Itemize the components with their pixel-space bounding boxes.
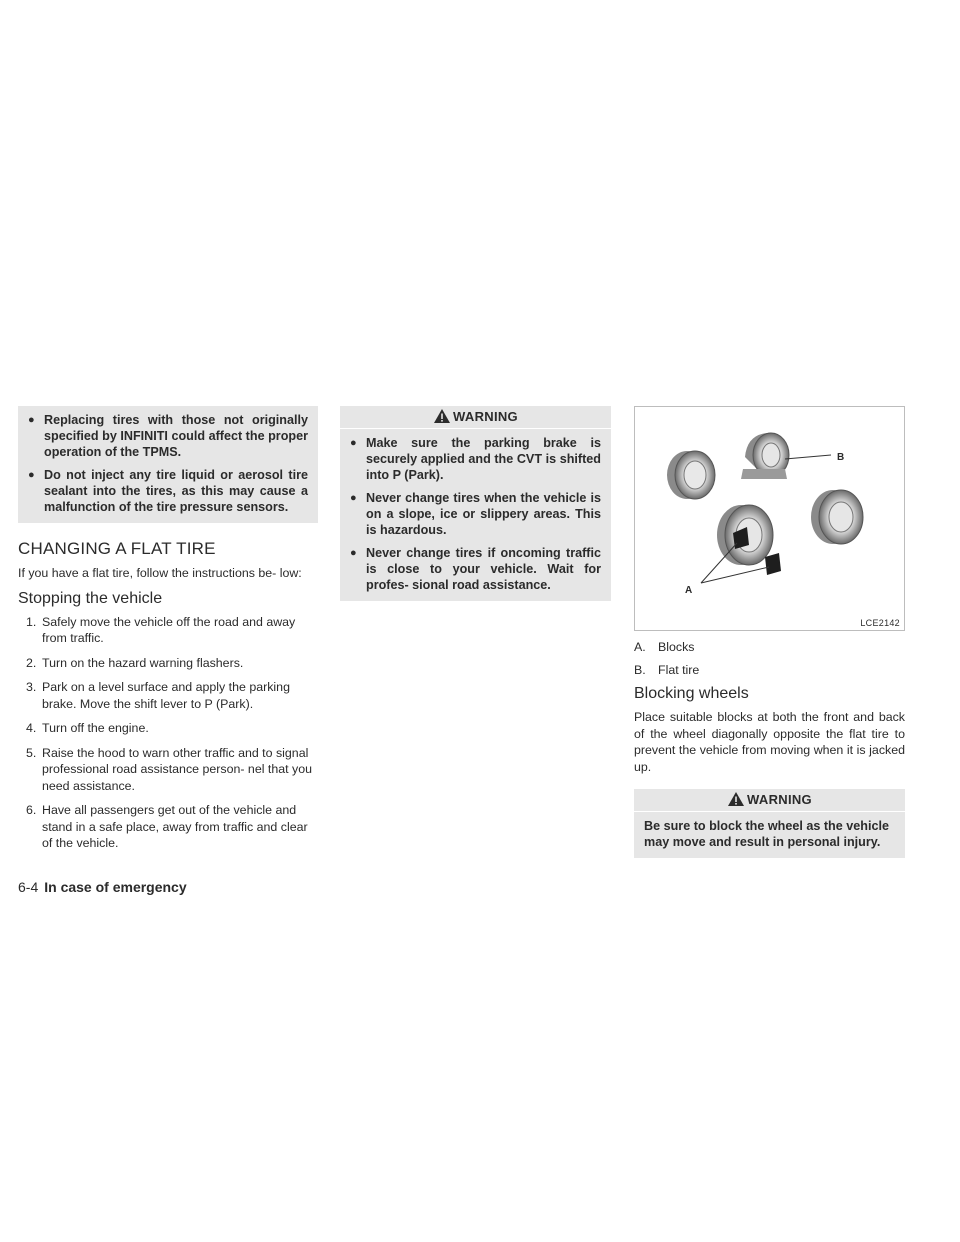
warning-box (340, 406, 611, 601)
step-item: 5. Raise the hood to warn other traffic and to signal professional road assistance person- nel that you need assistance. (26, 745, 312, 793)
legend-item: A. Blocks (634, 640, 695, 654)
subsection-title: Stopping the vehicle (18, 589, 163, 607)
tire-illustration (635, 407, 904, 630)
warning-triangle-icon (727, 791, 745, 807)
blocked-tire (717, 505, 781, 575)
step-item: 3. Park on a level surface and apply the parking brake. Move the shift lever to P (Park). (26, 680, 290, 711)
flat-tire (741, 433, 789, 479)
middle-column (340, 406, 611, 601)
warning-header (340, 406, 611, 428)
steps-list (18, 614, 318, 852)
tire-left (667, 451, 715, 499)
page-number: 6-4 (18, 879, 39, 895)
right-column (634, 406, 905, 858)
tpms-caution-box (18, 406, 318, 523)
caution-bullet: ● Replacing tires with those not originally specified by INFINITI could affect the proper operation of the TPMS. (28, 412, 308, 460)
warning-box (634, 789, 905, 858)
warning-body (340, 428, 611, 601)
page-footer (18, 879, 187, 895)
tire-right (811, 490, 863, 544)
warning-bullet: ● Make sure the parking brake is securely applied and the CVT is shifted into P (Park). (350, 435, 601, 483)
warning-title: WARNING (747, 791, 812, 807)
legend-item: B. Flat tire (634, 663, 700, 677)
wheel-blocks-figure (634, 406, 905, 631)
chapter-title: In case of emergency (44, 879, 187, 895)
warning-title: WARNING (453, 408, 518, 424)
step-item: 6. Have all passengers get out of the vehicle and stand in a safe place, away from traffic and clear of the vehicle. (26, 803, 308, 850)
label-a: A (685, 585, 693, 596)
caution-bullet: ● Do not inject any tire liquid or aerosol tire sealant into the tires, as this may cause a malfunction of the tire pressure sensors. (28, 467, 308, 515)
left-column (18, 406, 318, 860)
step-item: 2. Turn on the hazard warning flashers. (26, 655, 244, 670)
subsection-title: Blocking wheels (634, 685, 749, 702)
warning-bullet: ● Never change tires if oncoming traffic is close to your vehicle. Wait for profes- sional road assistance. (350, 545, 601, 593)
blocking-paragraph: Place suitable blocks at both the front and back of the wheel diagonally opposite the flat tire to prevent the vehicle from moving when it is jacked up. (634, 710, 905, 774)
step-item: 4. Turn off the engine. (26, 721, 149, 735)
step-item: 1. Safely move the vehicle off the road and away from traffic. (26, 614, 296, 645)
warning-triangle-icon (433, 408, 451, 424)
label-b: B (837, 452, 845, 463)
figure-code: LCE2142 (860, 618, 900, 628)
intro-paragraph: If you have a flat tire, follow the instructions be- low: (18, 566, 302, 580)
figure-legend (634, 639, 905, 678)
warning-bullet: ● Never change tires when the vehicle is on a slope, ice or slippery areas. This is hazardous. (350, 490, 601, 538)
wheel-block (765, 553, 781, 575)
warning-header (634, 789, 905, 811)
section-title: CHANGING A FLAT TIRE (18, 539, 216, 558)
warning-text: Be sure to block the wheel as the vehicle may move and result in personal injury. (634, 811, 905, 858)
